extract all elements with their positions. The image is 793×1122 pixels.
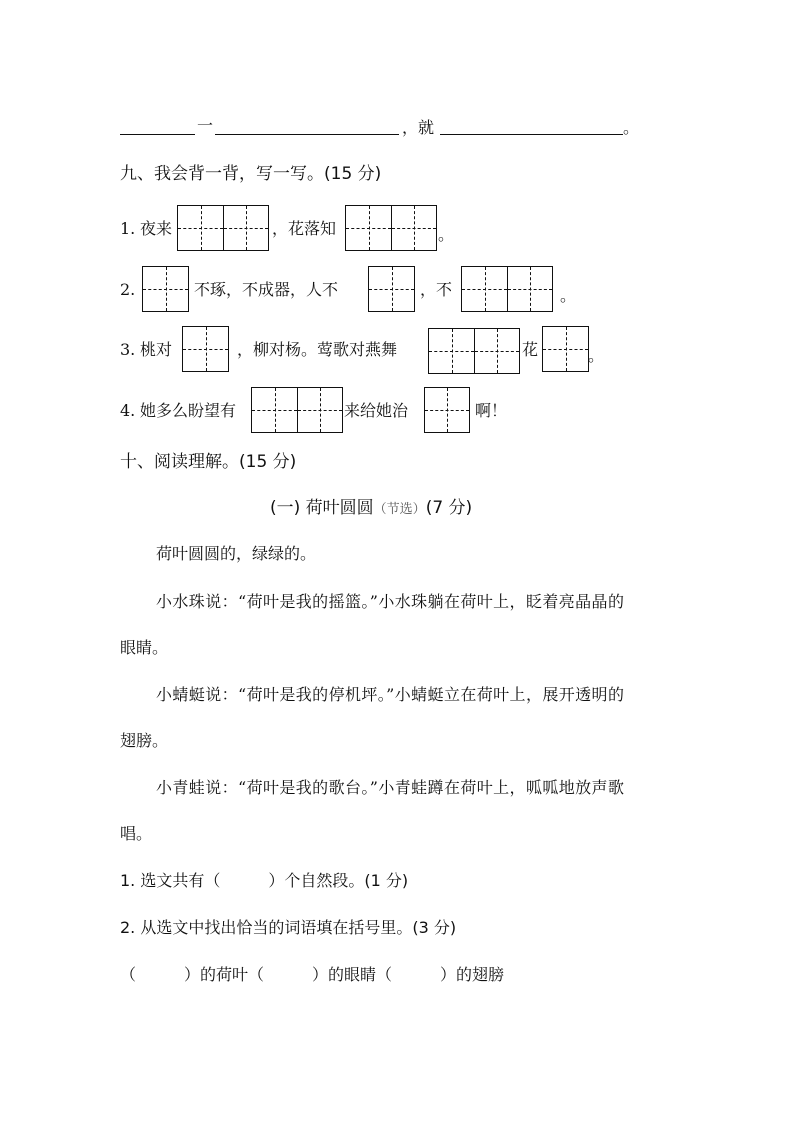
grid-cell[interactable] — [425, 388, 469, 432]
grid-cell[interactable] — [369, 267, 414, 311]
passage-paragraph-3: 小蜻蜓说：“荷叶是我的停机坪。”小蜻蜓立在荷叶上，展开透明的 — [156, 685, 625, 704]
passage-paragraph-4-cont: 唱。 — [120, 824, 153, 843]
q3-number: 3. — [120, 340, 136, 359]
q1-text-a: 夜来 — [140, 219, 173, 238]
q3-writing-grid-2[interactable] — [428, 328, 520, 374]
q1-writing-grid-2[interactable] — [345, 205, 437, 251]
q3-writing-grid-3[interactable] — [542, 326, 589, 372]
q4-writing-grid-1[interactable] — [251, 387, 343, 433]
q2-text-a: 不琢，不成器，人不 — [194, 280, 339, 299]
blank-line-3[interactable] — [440, 134, 623, 135]
q4-writing-grid-2[interactable] — [424, 387, 470, 433]
question-2: 2. 从选文中找出恰当的词语填在括号里。(3 分) — [120, 918, 457, 937]
passage-paragraph-4: 小青蛙说：“荷叶是我的歌台。”小青蛙蹲在荷叶上，呱呱地放声歌 — [156, 778, 625, 797]
q4-text-c: 啊！ — [475, 401, 508, 420]
q1-writing-grid-1[interactable] — [177, 205, 269, 251]
passage-paragraph-1: 荷叶圆圆的，绿绿的。 — [156, 544, 317, 563]
q1-text-b: ，花落知 — [272, 219, 337, 238]
q2-writing-grid-2[interactable] — [368, 266, 415, 312]
q3-writing-grid-1[interactable] — [182, 326, 229, 372]
q2-text-b: ，不 — [420, 280, 453, 299]
grid-cell[interactable] — [297, 388, 342, 432]
grid-cell[interactable] — [507, 267, 552, 311]
grid-cell[interactable] — [391, 206, 436, 250]
q3-text-c: 花 — [522, 340, 539, 359]
q4-text-b: 来给她治 — [344, 401, 409, 420]
q3-text-d: 。 — [588, 346, 605, 365]
section10-heading: 十、阅读理解。(15 分) — [120, 452, 297, 472]
fill-blanks-line[interactable]: （ ）的荷叶（ ）的眼睛（ ）的翅膀 — [120, 965, 505, 984]
grid-cell[interactable] — [143, 267, 188, 311]
q4-number: 4. — [120, 401, 136, 420]
grid-cell[interactable] — [252, 388, 297, 432]
q1-number: 1. — [120, 219, 136, 238]
q1-text-c: 。 — [438, 225, 455, 244]
grid-cell[interactable] — [429, 329, 474, 373]
grid-cell[interactable] — [462, 267, 507, 311]
passage-title: (一) 荷叶圆圆 — [270, 498, 374, 518]
dash-text: 一 — [197, 116, 214, 135]
question-1: 1. 选文共有（ ）个自然段。(1 分) — [120, 871, 409, 890]
q2-text-c: 。 — [560, 286, 577, 305]
passage-title-line — [270, 498, 472, 520]
passage-note: （节选） — [373, 502, 426, 517]
grid-cell[interactable] — [183, 327, 228, 371]
q3-text-a: 桃对 — [140, 340, 173, 359]
passage-paragraph-3-cont: 翅膀。 — [120, 731, 169, 750]
comma-jiu-text: ，就 — [402, 118, 435, 137]
passage-score: (7 分) — [425, 498, 473, 518]
period-text: 。 — [623, 118, 640, 137]
grid-cell[interactable] — [474, 329, 519, 373]
grid-cell[interactable] — [346, 206, 391, 250]
blank-line-2[interactable] — [215, 134, 399, 135]
grid-cell[interactable] — [223, 206, 268, 250]
passage-paragraph-2-cont: 眼睛。 — [120, 638, 169, 657]
q2-number: 2. — [120, 280, 136, 299]
section9-heading: 九、我会背一背，写一写。(15 分) — [120, 164, 382, 184]
q3-text-b: ，柳对杨。莺歌对燕舞 — [237, 340, 398, 359]
grid-cell[interactable] — [543, 327, 588, 371]
q2-writing-grid-3[interactable] — [461, 266, 553, 312]
grid-cell[interactable] — [178, 206, 223, 250]
passage-paragraph-2: 小水珠说：“荷叶是我的摇篮。”小水珠躺在荷叶上，眨着亮晶晶的 — [156, 592, 625, 611]
q2-writing-grid-1[interactable] — [142, 266, 189, 312]
q4-text-a: 她多么盼望有 — [140, 401, 237, 420]
blank-line-1[interactable] — [120, 134, 195, 135]
